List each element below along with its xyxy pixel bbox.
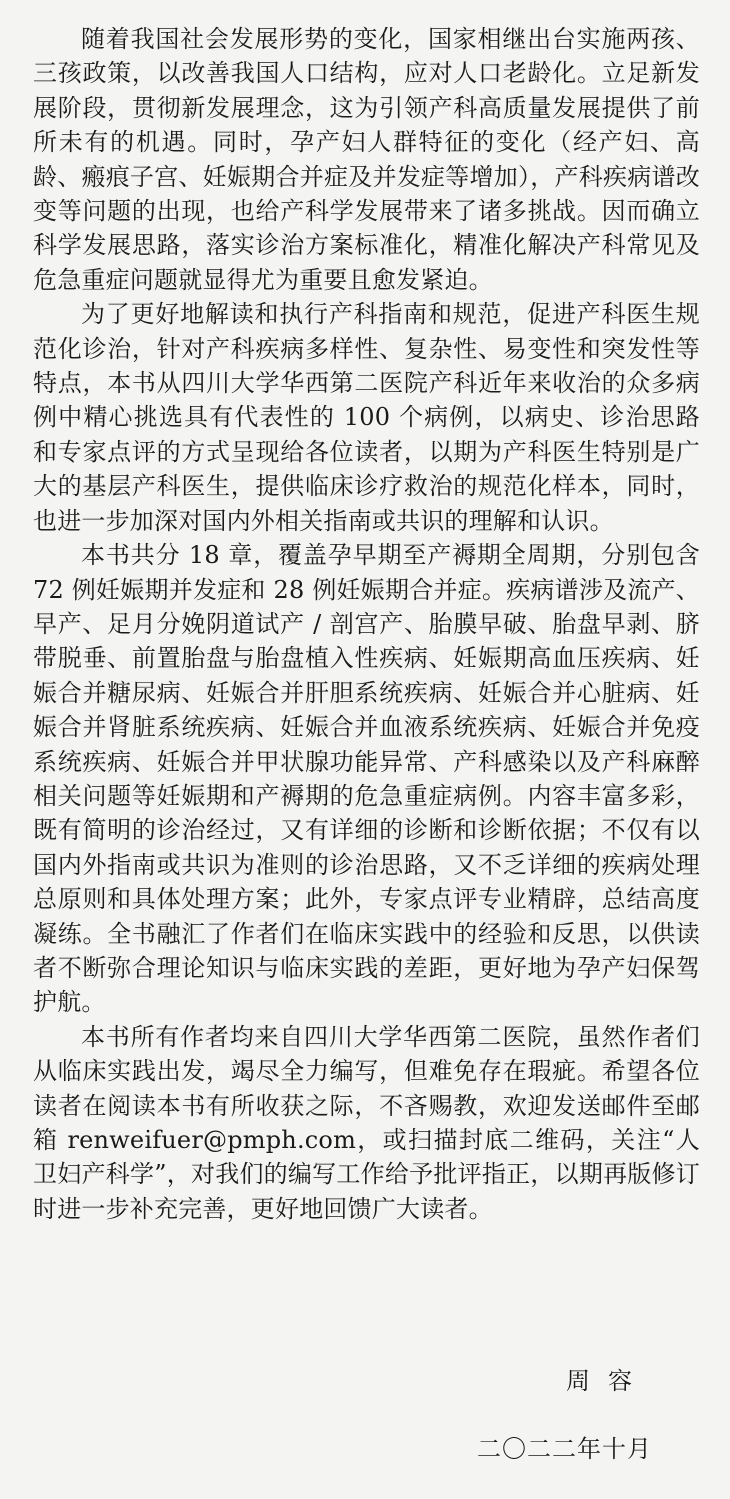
- paragraph-3: 本书共分 18 章，覆盖孕早期至产褥期全周期，分别包含 72 例妊娠期并发症和 28 例妊娠期合并症。疾病谱涉及流产、早产、足月分娩阴道试产 / 剖宫产、胎膜早破、胎盘早剥、脐带脱垂、前置胎盘与胎盘植入性疾病、妊娠期高血压疾病、妊娠合并糖尿病、妊娠合并肝胆系统疾病、妊娠合并心脏病、妊娠合并肾脏系统疾病、妊娠合并血液系统疾病、妊娠合并免疫系统疾病、妊娠合并甲状腺功能异常、产科感染以及产科麻醉相关问题等妊娠期和产褥期的危急重症病例。内容丰富多彩，既有简明的诊治经过，又有详细的诊断和诊断依据；不仅有以国内外指南或共识为准则的诊治思路，又不乏详细的疾病处理总原则和具体处理方案；此外，专家点评专业精辟，总结高度凝练。全书融汇了作者们在临床实践中的经验和反思，以供读者不断弥合理论知识与临床实践的差距，更好地为孕产妇保驾护航。: [33, 541, 700, 1017]
- paragraph-4: 本书所有作者均来自四川大学华西第二医院，虽然作者们从临床实践出发，竭尽全力编写，但难免存在瑕疵。希望各位读者在阅读本书有所收获之际，不吝赐教，欢迎发送邮件至邮箱 renweifuer@pmph.com，或扫描封底二维码，关注“人卫妇产科学”，对我们的编写工作给予批评指正，以期再版修订时进一步补充完善，更好地回馈广大读者。: [33, 1022, 700, 1223]
- signature-date: 二〇二二年十月: [477, 1435, 652, 1463]
- paragraph-2: 为了更好地解读和执行产科指南和规范，促进产科医生规范化诊治，针对产科疾病多样性、复杂性、易变性和突发性等特点，本书从四川大学华西第二医院产科近年来收治的众多病例中精心挑选具有代表性的 100 个病例，以病史、诊治思路和专家点评的方式呈现给各位读者，以期为产科医生特别是广大的基层产科医生，提供临床诊疗救治的规范化样本，同时，也进一步加深对国内外相关指南或共识的理解和认识。: [33, 300, 700, 535]
- author-signature: 周容: [566, 1367, 650, 1395]
- preface-body: [33, 22, 700, 1226]
- paragraph-1: 随着我国社会发展形势的变化，国家相继出台实施两孩、三孩政策，以改善我国人口结构，应对人口老龄化。立足新发展阶段，贯彻新发展理念，这为引领产科高质量发展提供了前所未有的机遇。同时，孕产妇人群特征的变化（经产妇、高龄、瘢痕子宫、妊娠期合并症及并发症等增加），产科疾病谱改变等问题的出现，也给产科学发展带来了诸多挑战。因而确立科学发展思路，落实诊治方案标准化，精准化解决产科常见及危急重症问题就显得尤为重要且愈发紧迫。: [33, 25, 700, 294]
